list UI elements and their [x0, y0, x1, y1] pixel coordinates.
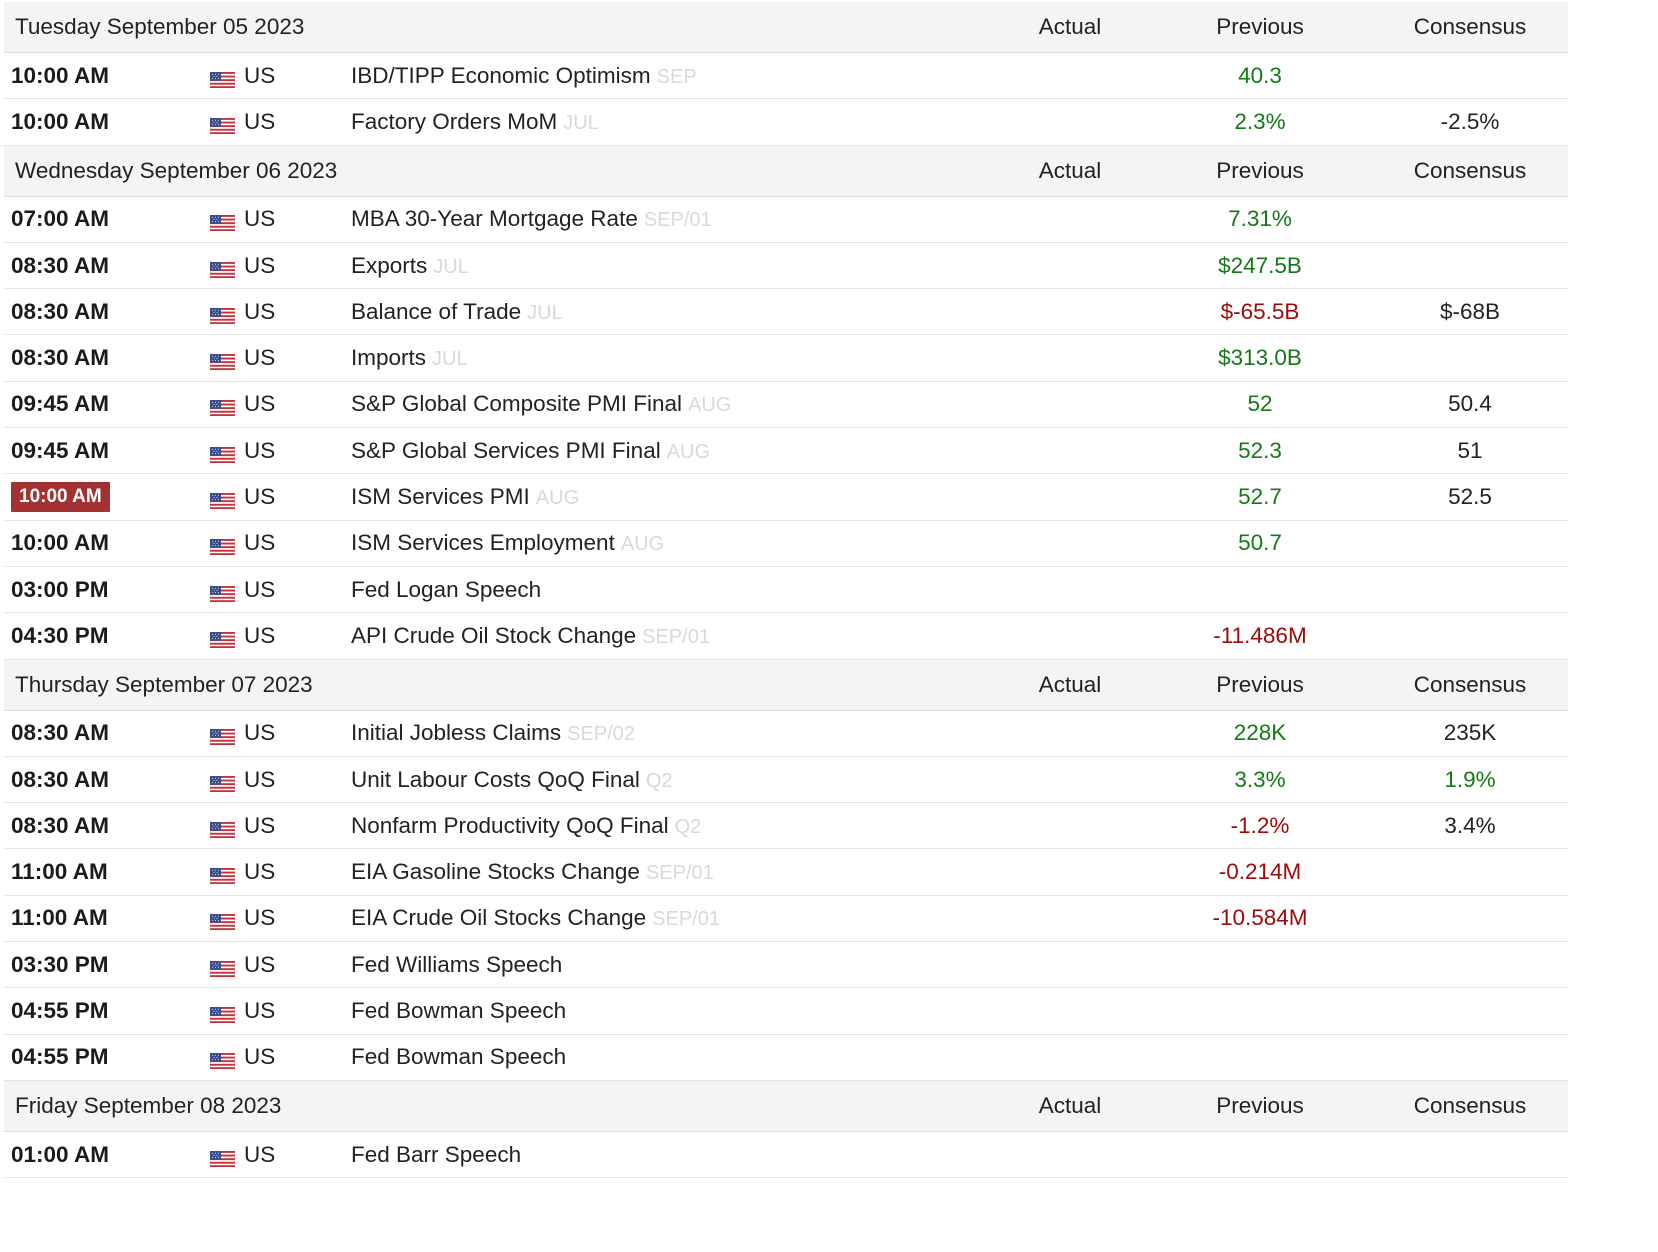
event-country: US	[244, 484, 276, 510]
event-name-link[interactable]	[351, 530, 664, 556]
event-country: US	[244, 951, 276, 977]
event-name[interactable]: Fed Logan Speech	[351, 576, 542, 602]
us-flag-icon	[210, 211, 235, 227]
event-name-link[interactable]	[351, 859, 714, 885]
event-name-link[interactable]	[351, 1044, 566, 1070]
event-row[interactable]	[4, 335, 1568, 381]
event-name-link[interactable]	[351, 1142, 521, 1168]
event-reference-period: Q2	[674, 815, 702, 838]
event-time: 04:55 PM	[11, 997, 109, 1023]
us-flag-icon	[210, 772, 235, 788]
event-name-link[interactable]	[351, 623, 710, 649]
event-reference-period: JUL	[563, 111, 599, 134]
event-reference-period: SEP/01	[645, 862, 714, 885]
event-name[interactable]: S&P Global Services PMI Final	[351, 437, 661, 463]
event-time: 08:30 AM	[11, 345, 109, 371]
event-name-link[interactable]	[351, 952, 562, 978]
event-row[interactable]	[4, 197, 1568, 243]
event-consensus: 51	[1457, 437, 1483, 463]
event-time: 09:45 AM	[11, 391, 109, 417]
column-header-consensus[interactable]: Consensus	[1413, 157, 1527, 183]
day-date: Friday September 08 2023	[15, 1092, 282, 1118]
event-name-link[interactable]	[351, 577, 541, 603]
event-previous: 50.7	[1238, 530, 1282, 556]
economic-calendar	[4, 2, 1568, 1178]
event-previous: 2.3%	[1234, 108, 1286, 134]
event-time: 08:30 AM	[11, 812, 109, 838]
event-name-link[interactable]	[351, 438, 710, 464]
event-country: US	[244, 252, 276, 278]
event-time: 08:30 AM	[11, 766, 109, 792]
event-country: US	[244, 576, 276, 602]
us-flag-icon	[210, 258, 235, 274]
event-consensus: -2.5%	[1440, 108, 1500, 134]
event-consensus: 1.9%	[1444, 766, 1496, 792]
event-name[interactable]: Balance of Trade	[351, 298, 522, 324]
event-country: US	[244, 1141, 276, 1167]
column-header-actual[interactable]: Actual	[1038, 1092, 1102, 1118]
us-flag-icon	[210, 628, 235, 644]
event-time: 11:00 AM	[11, 905, 108, 931]
event-row[interactable]	[4, 757, 1568, 803]
event-name[interactable]: IBD/TIPP Economic Optimism	[351, 62, 651, 88]
event-country: US	[244, 905, 276, 931]
event-country: US	[244, 812, 276, 838]
column-header-actual[interactable]: Actual	[1038, 14, 1102, 39]
event-time: 08:30 AM	[11, 298, 109, 324]
event-time: 10:00 AM	[11, 62, 109, 88]
event-row[interactable]	[4, 988, 1568, 1034]
event-country: US	[244, 345, 276, 371]
day-date: Tuesday September 05 2023	[15, 14, 305, 39]
event-name[interactable]: Initial Jobless Claims	[351, 720, 562, 746]
us-flag-icon	[210, 864, 235, 880]
event-consensus: 50.4	[1448, 391, 1492, 417]
event-time: 03:00 PM	[11, 576, 109, 602]
us-flag-icon	[210, 1003, 235, 1019]
day-header	[4, 660, 1568, 711]
event-name[interactable]: Factory Orders MoM	[351, 108, 558, 134]
event-consensus: 3.4%	[1444, 812, 1496, 838]
event-row[interactable]	[4, 613, 1568, 659]
column-header-consensus[interactable]: Consensus	[1413, 14, 1527, 39]
event-row[interactable]	[4, 896, 1568, 942]
event-name-link[interactable]	[351, 253, 469, 279]
event-name[interactable]: S&P Global Composite PMI Final	[351, 391, 682, 417]
day-header	[4, 146, 1568, 197]
event-name-link[interactable]	[351, 299, 563, 325]
event-previous: 7.31%	[1228, 206, 1292, 232]
event-name[interactable]: Fed Barr Speech	[351, 1141, 522, 1167]
day-date: Thursday September 07 2023	[15, 671, 313, 697]
event-time: 10:00 AM	[11, 108, 109, 134]
event-reference-period: AUG	[666, 440, 711, 463]
event-reference-period: SEP/01	[652, 908, 720, 931]
event-row[interactable]	[4, 1132, 1568, 1178]
day-header-inner	[4, 1081, 1568, 1131]
event-name-link[interactable]	[351, 767, 673, 793]
event-country: US	[244, 108, 276, 134]
event-reference-period: JUL	[527, 301, 563, 324]
event-row[interactable]	[4, 428, 1568, 474]
event-row[interactable]	[4, 474, 1568, 520]
us-flag-icon	[210, 68, 235, 84]
day-date: Wednesday September 06 2023	[15, 157, 338, 183]
event-time: 08:30 AM	[11, 252, 109, 278]
event-previous: 52.3	[1238, 437, 1282, 463]
event-country: US	[244, 206, 276, 232]
event-country: US	[244, 437, 276, 463]
event-name[interactable]: EIA Gasoline Stocks Change	[351, 859, 640, 885]
event-time: 04:55 PM	[11, 1044, 109, 1070]
event-name[interactable]: ISM Services PMI	[351, 484, 530, 510]
column-header-previous[interactable]: Previous	[1216, 671, 1304, 697]
event-consensus: $-68B	[1439, 298, 1501, 324]
us-flag-icon	[210, 535, 235, 551]
event-name-link[interactable]	[351, 109, 599, 135]
event-time: 08:30 AM	[11, 720, 109, 746]
event-time: 09:45 AM	[11, 437, 109, 463]
event-previous: -10.584M	[1212, 905, 1308, 931]
event-previous: 228K	[1233, 720, 1287, 746]
us-flag-icon	[210, 304, 235, 320]
event-previous: 52.7	[1238, 484, 1282, 510]
event-country: US	[244, 298, 276, 324]
event-name-link[interactable]	[351, 720, 635, 746]
event-country: US	[244, 62, 276, 88]
event-previous: 52	[1247, 391, 1273, 417]
event-name[interactable]: Fed Bowman Speech	[351, 997, 567, 1023]
event-name[interactable]: Nonfarm Productivity QoQ Final	[351, 812, 669, 838]
event-name-link[interactable]	[351, 998, 566, 1024]
event-country: US	[244, 622, 276, 648]
event-reference-period: AUG	[620, 533, 665, 556]
day-header	[4, 2, 1568, 53]
column-header-previous[interactable]: Previous	[1216, 1092, 1304, 1118]
column-header-previous[interactable]: Previous	[1216, 14, 1304, 39]
us-flag-icon	[210, 725, 235, 741]
event-name[interactable]: ISM Services Employment	[351, 530, 615, 556]
event-row[interactable]	[4, 942, 1568, 988]
day-header	[4, 1081, 1568, 1132]
us-flag-icon	[210, 957, 235, 973]
day-header-inner	[4, 2, 1568, 52]
event-reference-period: SEP/02	[567, 723, 635, 746]
us-flag-icon	[210, 396, 235, 412]
event-country: US	[244, 391, 276, 417]
event-row[interactable]	[4, 521, 1568, 567]
column-header-consensus[interactable]: Consensus	[1413, 1092, 1527, 1118]
event-time: 04:30 PM	[11, 622, 109, 648]
event-row[interactable]	[4, 711, 1568, 757]
event-previous: 3.3%	[1234, 766, 1286, 792]
event-name-link[interactable]	[351, 391, 731, 417]
event-name[interactable]: Imports	[351, 345, 427, 371]
event-name-link[interactable]	[351, 484, 579, 510]
event-previous: $247.5B	[1218, 252, 1302, 278]
event-previous: -11.486M	[1213, 622, 1307, 648]
event-row[interactable]	[4, 243, 1568, 289]
event-row[interactable]	[4, 803, 1568, 849]
us-flag-icon	[210, 582, 235, 598]
event-country: US	[244, 859, 276, 885]
event-reference-period: AUG	[535, 487, 580, 510]
event-reference-period: Q2	[645, 769, 673, 792]
event-consensus: 235K	[1443, 720, 1497, 746]
event-time: 10:00 AM	[11, 530, 109, 556]
us-flag-icon	[210, 1147, 235, 1163]
event-country: US	[244, 720, 276, 746]
event-country: US	[244, 1044, 276, 1070]
column-header-actual[interactable]: Actual	[1038, 671, 1102, 697]
event-time: 01:00 AM	[11, 1141, 109, 1167]
event-name-link[interactable]	[351, 345, 468, 371]
event-time: 07:00 AM	[11, 206, 109, 232]
event-name[interactable]: MBA 30-Year Mortgage Rate	[351, 206, 638, 232]
day-header-inner	[4, 660, 1568, 710]
event-previous: $-65.5B	[1220, 298, 1300, 324]
event-country: US	[244, 766, 276, 792]
us-flag-icon	[210, 910, 235, 926]
event-name[interactable]: Exports	[351, 252, 428, 278]
event-previous: -0.214M	[1218, 859, 1302, 885]
event-reference-period: JUL	[432, 348, 468, 371]
column-header-previous[interactable]: Previous	[1216, 157, 1304, 183]
us-flag-icon	[210, 818, 235, 834]
day-header-inner	[4, 146, 1568, 196]
event-previous: -1.2%	[1230, 812, 1290, 838]
event-name[interactable]: API Crude Oil Stock Change	[351, 622, 637, 648]
event-country: US	[244, 997, 276, 1023]
us-flag-icon	[210, 1049, 235, 1065]
event-row[interactable]	[4, 567, 1568, 613]
event-time: 10:00 AM	[11, 482, 110, 512]
us-flag-icon	[210, 350, 235, 366]
event-name[interactable]: EIA Crude Oil Stocks Change	[351, 905, 647, 931]
us-flag-icon	[210, 443, 235, 459]
event-reference-period: SEP	[656, 65, 697, 88]
event-row[interactable]	[4, 53, 1568, 99]
column-header-actual[interactable]: Actual	[1038, 157, 1102, 183]
event-reference-period: JUL	[433, 255, 469, 278]
event-row[interactable]	[4, 99, 1568, 145]
event-time: 03:30 PM	[11, 951, 109, 977]
event-time: 11:00 AM	[11, 859, 108, 885]
us-flag-icon	[210, 114, 235, 130]
event-name[interactable]: Fed Bowman Speech	[351, 1044, 567, 1070]
event-name-link[interactable]	[351, 206, 712, 232]
event-row[interactable]	[4, 382, 1568, 428]
event-previous: $313.0B	[1218, 345, 1302, 371]
column-header-consensus[interactable]: Consensus	[1413, 671, 1527, 697]
event-country: US	[244, 530, 276, 556]
event-reference-period: SEP/01	[643, 209, 712, 232]
event-row[interactable]	[4, 289, 1568, 335]
event-name[interactable]: Unit Labour Costs QoQ Final	[351, 766, 640, 792]
event-row[interactable]	[4, 849, 1568, 895]
event-name-link[interactable]	[351, 813, 701, 839]
event-row[interactable]	[4, 1035, 1568, 1081]
event-previous: 40.3	[1238, 62, 1282, 88]
event-reference-period: AUG	[687, 394, 732, 417]
event-name-link[interactable]	[351, 905, 720, 931]
event-name[interactable]: Fed Williams Speech	[351, 951, 563, 977]
event-name-link[interactable]	[351, 63, 697, 89]
event-reference-period: SEP/01	[642, 625, 710, 648]
event-consensus: 52.5	[1448, 484, 1492, 510]
us-flag-icon	[210, 489, 235, 505]
